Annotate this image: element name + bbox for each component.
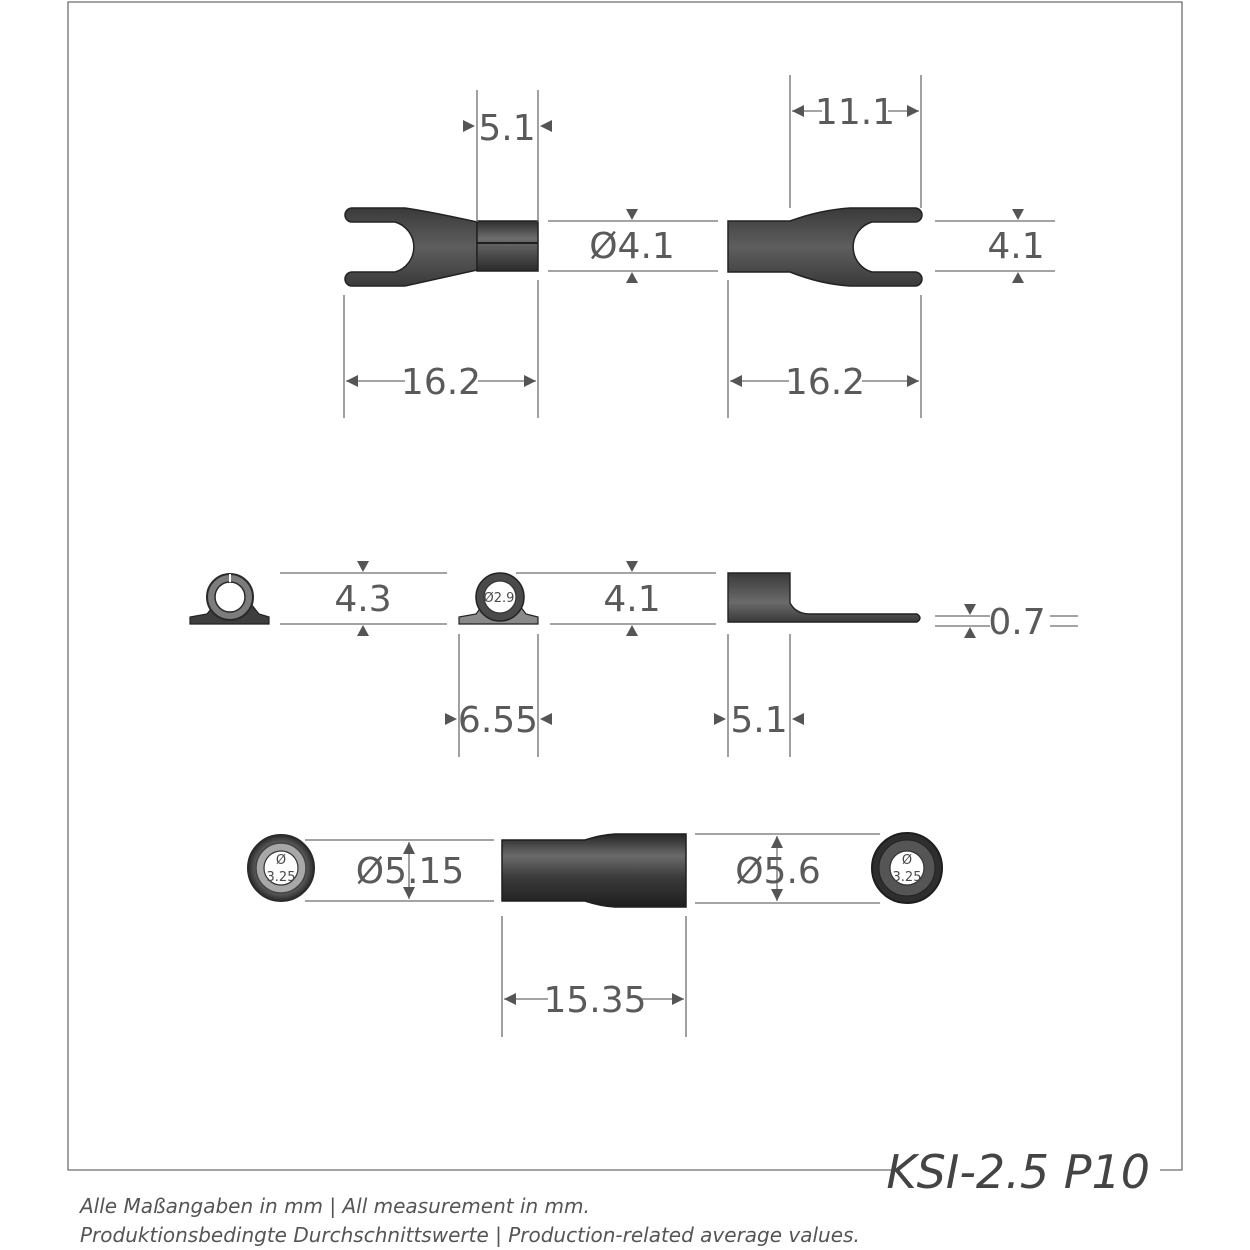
dim-bottom-left-diameter	[356, 842, 465, 899]
dim-top-fork-width-label: 11.1	[814, 92, 896, 133]
dim-bottom-left-diameter-label: Ø5.15	[355, 851, 465, 892]
sleeve-end-left	[248, 835, 314, 901]
side-view	[728, 573, 920, 622]
dim-bottom-right-diameter-label: Ø5.6	[735, 851, 821, 892]
dim-mid-center-height-label: 4.1	[603, 579, 661, 620]
footnote-average: Produktionsbedingte Durchschnittswerte | Production-related average values.	[80, 1223, 860, 1247]
dim-top-fork-width	[792, 92, 919, 133]
dim-mid-foot-width-label: 6.55	[457, 700, 539, 741]
dim-top-right-width-label: 4.1	[987, 226, 1045, 267]
fork-terminal-right	[728, 208, 922, 286]
mid-inner-diameter-label: Ø2.9	[483, 591, 515, 606]
dim-bottom-right-diameter	[735, 836, 821, 901]
hole-value-left: 3.25	[266, 870, 296, 885]
dim-mid-thickness	[964, 602, 1046, 643]
dim-mid-collar-width-label: 5.1	[730, 700, 788, 741]
insulation-sleeve	[502, 834, 686, 907]
sleeve-end-right	[872, 833, 942, 903]
dim-top-diameter	[589, 209, 675, 283]
dim-top-left-length	[346, 362, 536, 403]
product-title: KSI-2.5 P10	[886, 1145, 1150, 1199]
hole-value-right: 3.25	[892, 870, 922, 885]
dim-mid-center-height	[603, 561, 660, 636]
dim-top-right-length	[730, 362, 919, 403]
dim-mid-ring-height-label: 4.3	[334, 579, 392, 620]
dim-top-diameter-label: Ø4.1	[589, 226, 675, 267]
middle-extension-lines	[280, 573, 1078, 757]
dim-top-collar-label: 5.1	[478, 108, 536, 149]
dim-top-right-length-label: 16.2	[784, 362, 866, 403]
fork-terminal-left	[345, 208, 538, 286]
end-view-center	[459, 573, 538, 624]
dim-top-left-length-label: 16.2	[400, 362, 482, 403]
dim-mid-foot-width	[445, 700, 552, 741]
dim-mid-thickness-label: 0.7	[988, 602, 1046, 643]
hole-symbol-left: Ø	[275, 853, 287, 868]
dim-bottom-length-label: 15.35	[543, 980, 647, 1021]
end-view-left	[190, 574, 269, 624]
footnote-units: Alle Maßangaben in mm | All measurement in mm.	[80, 1194, 590, 1218]
dim-bottom-length	[504, 980, 684, 1021]
hole-symbol-right: Ø	[901, 853, 913, 868]
dim-mid-ring-height	[334, 561, 391, 636]
dim-top-right-width	[987, 209, 1044, 283]
